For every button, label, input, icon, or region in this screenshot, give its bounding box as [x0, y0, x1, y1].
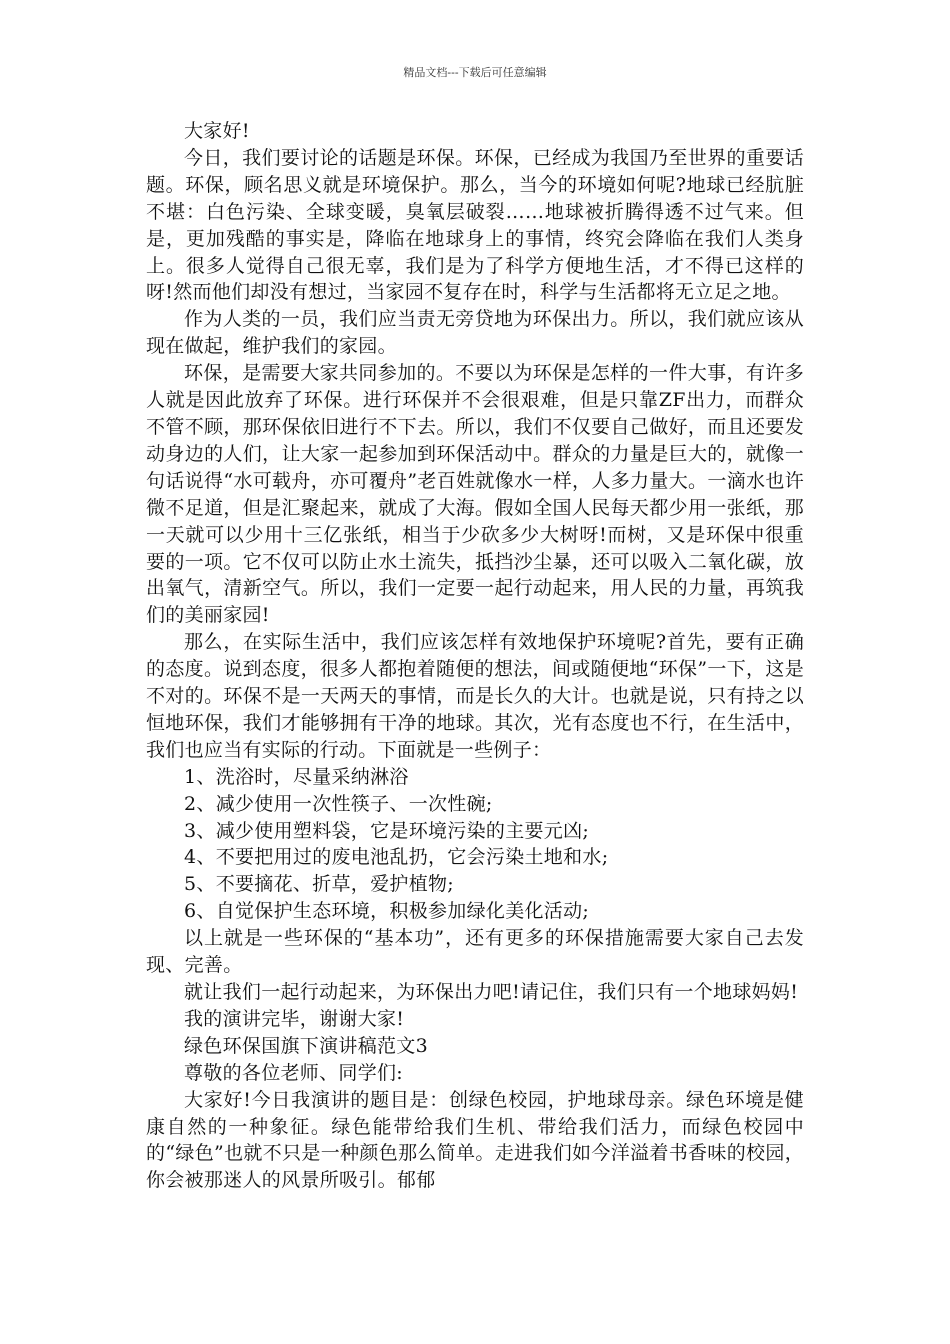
salutation: 尊敬的各位老师、同学们: — [184, 1061, 404, 1084]
body-paragraph: 大家好!今日我演讲的题目是：创绿色校园，护地球母亲。绿色环境是健康自然的一种象征。绿色能带给我们生机、带给我们活力，而绿色校园中的“绿色”也就不只是一种颜色那么简单。走进我们如今洋溢着书香味的校园，你会被那迷人的风景所吸引。郁郁 — [146, 1088, 804, 1192]
section-title: 绿色环保国旗下演讲稿范文3 — [184, 1034, 428, 1057]
greeting-paragraph: 大家好! — [184, 120, 250, 142]
body-paragraph: 环保，是需要大家共同参加的。不要以为环保是怎样的一件大事，有许多人就是因此放弃了环保。进行环保并不会很艰难，但是只靠ZF出力，而群众不管不顾，那环保依旧进行不下去。所以，我们不仅要自己做好，而且还要发动身边的人们，让大家一起参加到环保活动中。群众的力量是巨大的，就像一句话说得“水可载舟，亦可覆舟”老百姓就像水一样，人多力量大。一滴水也许微不足道，但是汇聚起来，就成了大海。假如全国人民每天都少用一张纸，那一天就可以少用十三亿张纸，相当于少砍多少大树呀!而树，又是环保中很重要的一项。它不仅可以防止水土流失，抵挡沙尘暴，还可以吸入二氧化碳，放出氧气，清新空气。所以，我们一定要一起行动起来，用人民的力量，再筑我们的美丽家园! — [146, 362, 804, 627]
page-header: 精品文档---下载后可任意编辑 — [403, 66, 547, 79]
list-item: 2、减少使用一次性筷子、一次性碗; — [184, 792, 493, 815]
list-item: 1、洗浴时，尽量采纳淋浴 — [184, 765, 409, 788]
document-body — [146, 118, 804, 1194]
list-item: 5、不要摘花、折草，爱护植物; — [184, 873, 454, 896]
body-paragraph: 以上就是一些环保的“基本功”，还有更多的环保措施需要大家自己去发现、完善。 — [146, 927, 804, 977]
list-item: 4、不要把用过的废电池乱扔，它会污染土地和水; — [184, 846, 609, 869]
closing-line: 我的演讲完毕，谢谢大家! — [184, 1007, 405, 1030]
list-item: 6、自觉保护生态环境，积极参加绿化美化活动; — [184, 900, 590, 923]
body-paragraph: 那么，在实际生活中，我们应该怎样有效地保护环境呢?首先，要有正确的态度。说到态度，很多人都抱着随便的想法，间或随便地“环保”一下，这是不对的。环保不是一天两天的事情，而是长久的大计。也就是说，只有持之以恒地环保，我们才能够拥有干净的地球。其次，光有态度也不行，在生活中，我们也应当有实际的行动。下面就是一些例子： — [146, 631, 804, 761]
body-paragraph: 作为人类的一员，我们应当责无旁贷地为环保出力。所以，我们就应该从现在做起，维护我们的家园。 — [146, 308, 804, 358]
list-item: 3、减少使用塑料袋，它是环境污染的主要元凶; — [184, 819, 590, 842]
body-paragraph: 今日，我们要讨论的话题是环保。环保，已经成为我国乃至世界的重要话题。环保，顾名思义就是环境保护。那么，当今的环境如何呢?地球已经肮脏不堪：白色污染、全球变暖，臭氧层破裂……地球被折腾得透不过气来。但是，更加残酷的事实是，降临在地球身上的事情，终究会降临在我们人类身上。很多人觉得自己很无辜，我们是为了科学方便地生活，才不得已这样的呀!然而他们却没有想过，当家园不复存在时，科学与生活都将无立足之地。 — [146, 146, 804, 304]
body-paragraph: 就让我们一起行动起来，为环保出力吧!请记住，我们只有一个地球妈妈! — [184, 981, 799, 1003]
